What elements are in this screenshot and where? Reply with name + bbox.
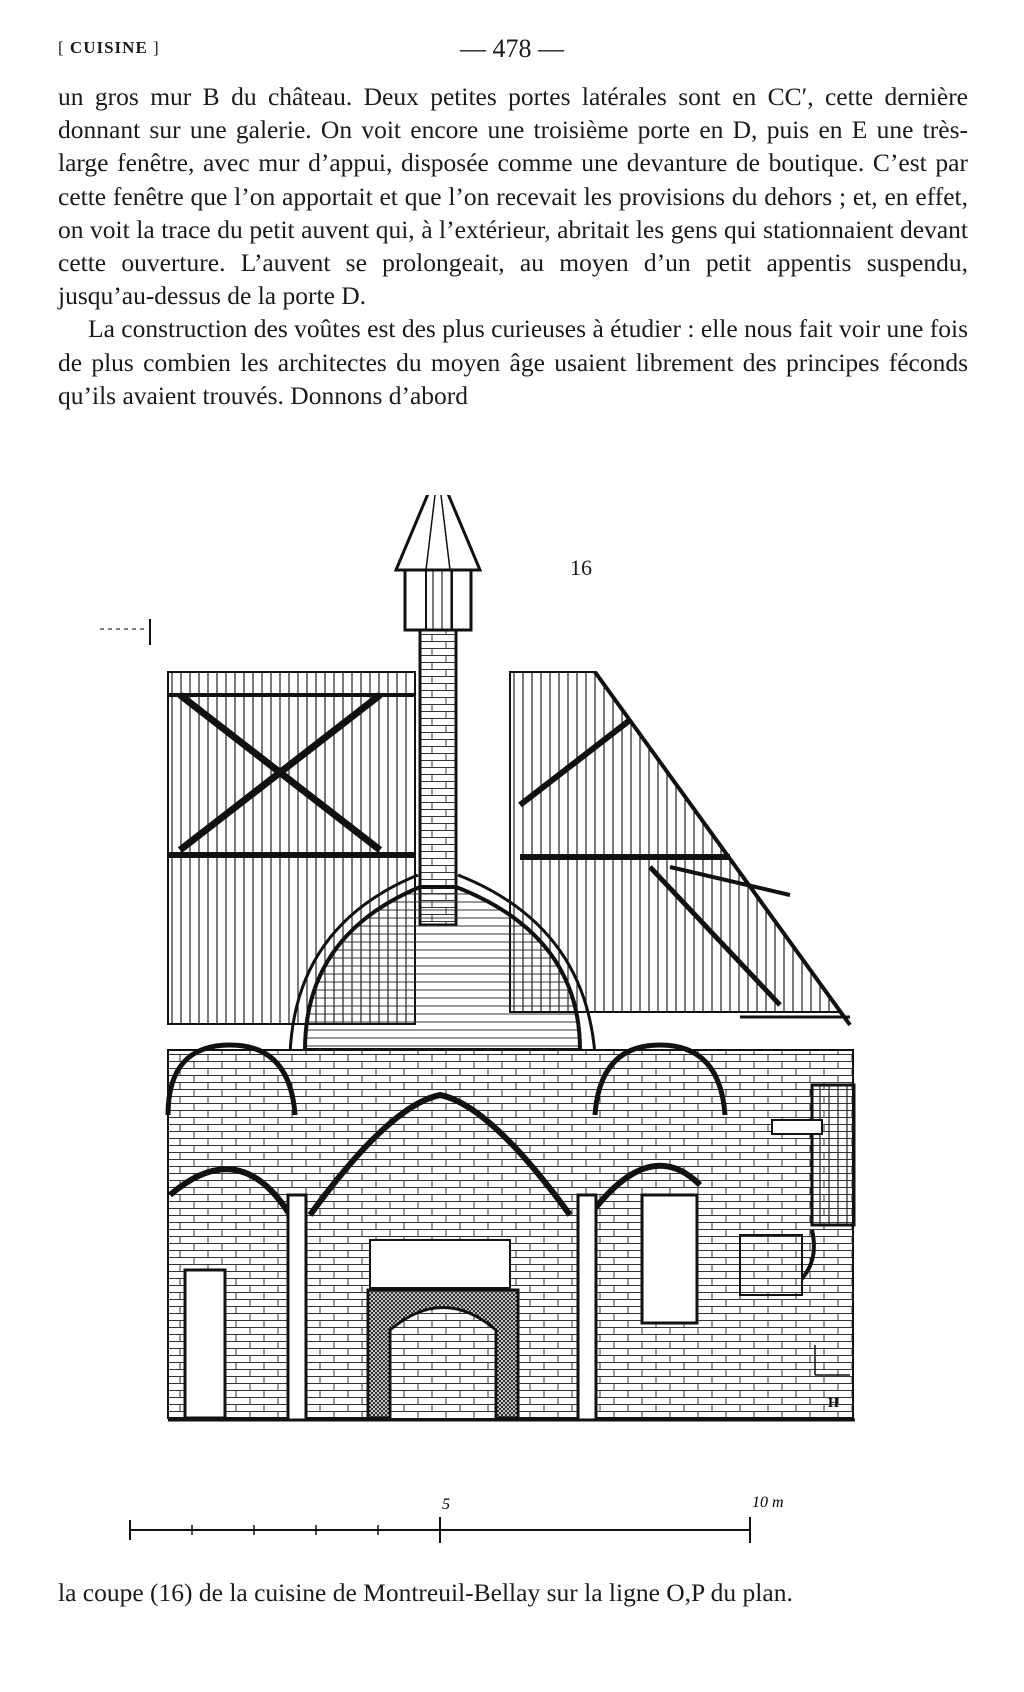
section-tag: CUISINE — [69, 38, 148, 57]
scale-bar — [130, 1517, 750, 1543]
scale-label-10: 10 m — [752, 1494, 784, 1511]
lower-masonry — [168, 1045, 853, 1420]
running-head: [ CUISINE ] — [58, 38, 160, 57]
figure-number: 16 — [570, 555, 592, 580]
paragraph: La construction des voûtes est des plus curieuses à étudier : elle nous fait voir une fois de plus combien les architectes du moyen âge usaient librement des principes féconds qu’ils avaient trouvés. Donnons d’abord — [58, 314, 968, 410]
page-header — [58, 34, 966, 70]
scale-label-5: 5 — [442, 1496, 450, 1513]
label-h: H — [828, 1396, 839, 1411]
figure-caption: la coupe (16) de la cuisine de Montreuil-Bellay sur la ligne O,P du plan. — [58, 1578, 793, 1607]
body-text — [58, 80, 968, 412]
page-number: — 478 — — [460, 34, 564, 63]
paragraph: un gros mur B du château. Deux petites portes latérales sont en CC′, cette dernière donnant sur une galerie. On voit encore une troisième porte en D, puis en E une très-large fenêtre, avec mur d’appui, disposée comme une devanture de boutique. C’est par cette fenêtre que l’on apportait et que l’on recevait les provisions du dehors ; et, en effet, on voit la trace du petit auvent qui, à l’extérieur, abritait les gens qui stationnaient devant cette ouverture. L’auvent se prolongeait, au moyen d’un petit appentis suspendu, jusqu’au-dessus de la porte D. — [58, 82, 968, 311]
architectural-section-drawing — [90, 495, 970, 1605]
